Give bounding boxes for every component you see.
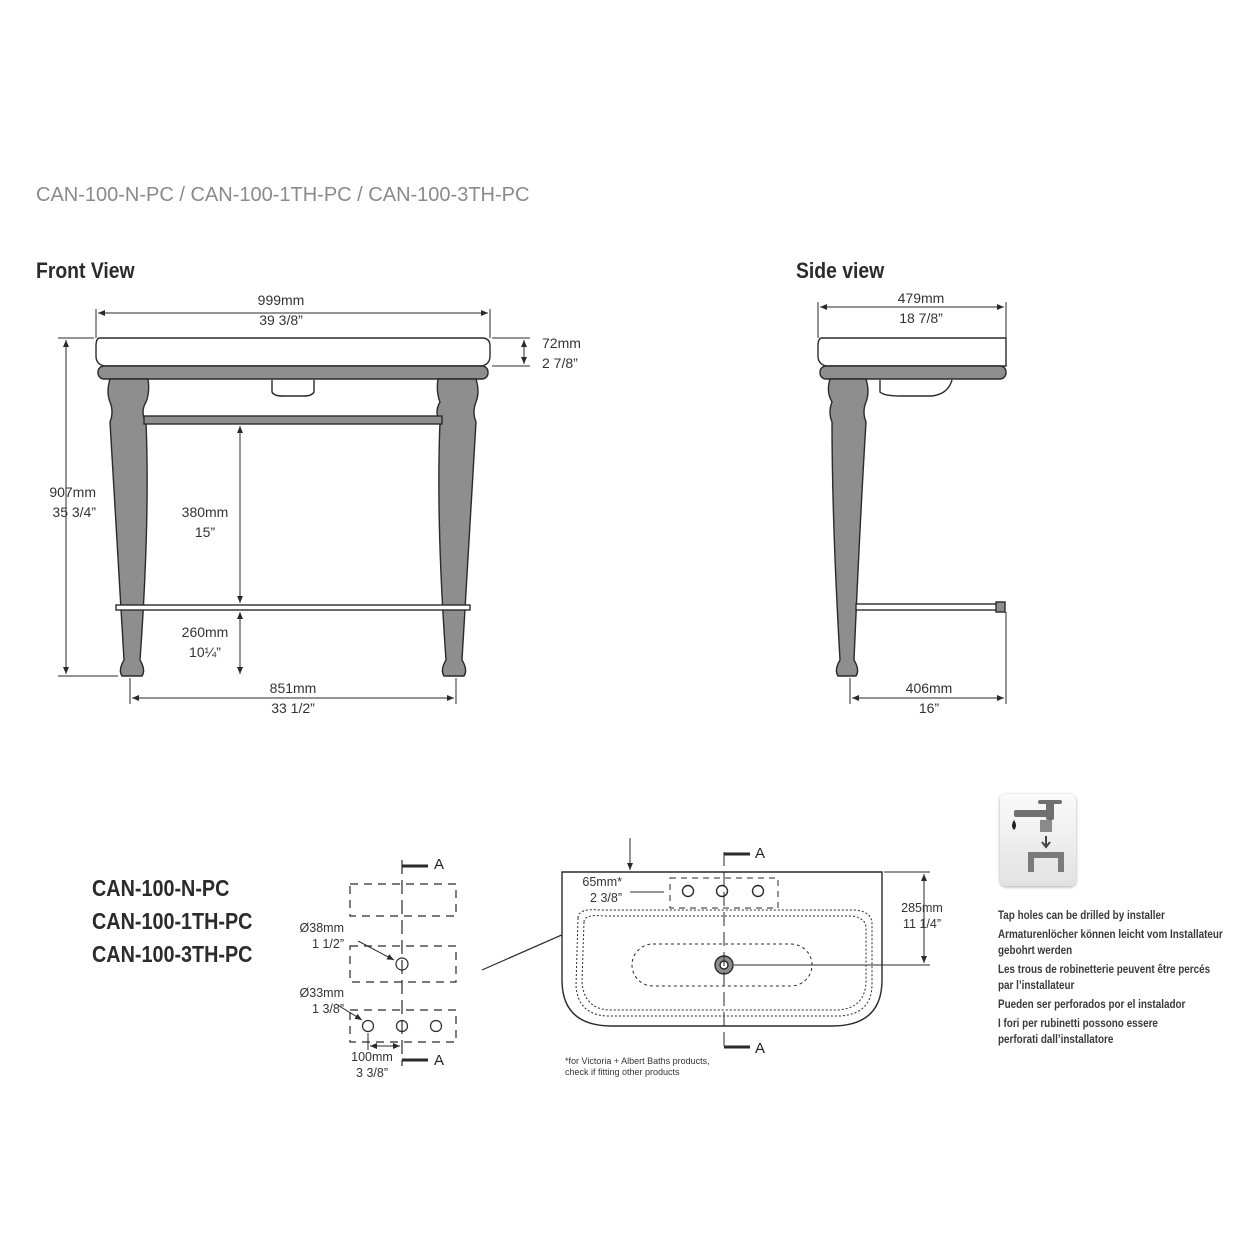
model-3th: CAN-100-3TH-PC <box>92 941 253 967</box>
side-towel-rail <box>856 604 1004 610</box>
front-width-mm: 999mm <box>257 292 305 308</box>
footnote-line-2: check if fitting other products <box>565 1067 680 1077</box>
front-frame-top <box>98 366 488 379</box>
note-fr-1: Les trous de robinetterie peuvent être percés <box>998 964 1211 976</box>
front-view-title: Front View <box>36 258 135 283</box>
front-leg-left <box>108 379 149 676</box>
tap-drill-icon <box>1000 794 1076 886</box>
note-it-1: I fori per rubinetti possono essere <box>998 1018 1158 1030</box>
footnote <box>565 1056 710 1078</box>
hole-3th-in: 1 3/8” <box>312 1002 344 1016</box>
hole-1th-dim <box>280 920 344 952</box>
note-en: Tap holes can be drilled by installer <box>998 910 1165 922</box>
note-it-2: perforati dall’installatore <box>998 1034 1114 1046</box>
foot-depth-in: 16” <box>918 700 940 716</box>
leg-span-mm: 851mm <box>269 680 317 696</box>
front-towel-rail <box>116 605 470 610</box>
option-one-hole <box>350 946 456 982</box>
basin-plan-view <box>562 838 930 1050</box>
section-a-top-right: A <box>755 845 766 862</box>
leg-span-in: 33 1/2” <box>271 700 315 716</box>
foot-depth-mm: 406mm <box>905 680 953 696</box>
section-a-bottom-right: A <box>755 1040 766 1057</box>
model-list <box>92 872 252 971</box>
side-view-title: Side view <box>796 258 885 283</box>
hole-1th-mm: Ø38mm <box>299 921 344 935</box>
front-width-dim <box>236 290 326 330</box>
front-basin <box>96 338 490 366</box>
waste-offset-in: 11 1/4” <box>903 917 941 931</box>
spacing-mm: 100mm <box>351 1050 393 1064</box>
drilling-notes <box>998 908 1223 1051</box>
side-view-drawing <box>818 302 1006 704</box>
document-title: CAN-100-N-PC / CAN-100-1TH-PC / CAN-100-3TH-PC <box>36 184 530 206</box>
front-width-in: 39 3/8” <box>259 312 303 328</box>
model-n: CAN-100-N-PC <box>92 875 230 901</box>
gap-mm: 380mm <box>181 504 229 520</box>
rail-height-dim <box>172 622 238 662</box>
note-de-1: Armaturenlöcher können leicht vom Installateur <box>998 929 1223 941</box>
foot-depth-dim <box>884 678 974 718</box>
tap-hole-left <box>363 1021 374 1032</box>
basin-depth-dim <box>542 333 581 373</box>
spacing-dim <box>340 1049 404 1081</box>
side-depth-mm: 479mm <box>897 290 945 306</box>
side-leg <box>828 379 868 676</box>
waste-offset-dim <box>892 900 952 932</box>
side-depth-dim <box>876 288 966 328</box>
gap-dim <box>172 502 238 542</box>
model-1th: CAN-100-1TH-PC <box>92 908 253 934</box>
rail-height-in: 10¼” <box>189 644 221 660</box>
overall-height-in: 35 3/4” <box>52 504 96 520</box>
leg-span-dim <box>248 678 338 718</box>
option-no-hole <box>350 884 456 916</box>
footnote-line-1: *for Victoria + Albert Baths products, <box>565 1056 710 1066</box>
note-es: Pueden ser perforados por el instalador <box>998 999 1186 1011</box>
front-basin-bowl <box>272 380 314 396</box>
front-view-drawing <box>58 309 530 704</box>
front-upper-stretcher <box>144 416 442 424</box>
side-basin-bowl <box>880 380 952 396</box>
hole-3th-dim <box>280 985 344 1017</box>
side-basin <box>818 338 1006 366</box>
spacing-in: 3 3/8” <box>356 1066 388 1080</box>
section-a-bottom-left: A <box>434 1052 445 1069</box>
side-frame-top <box>820 366 1006 379</box>
tap-offset-dim <box>560 874 622 906</box>
rail-height-mm: 260mm <box>181 624 229 640</box>
note-de-2: gebohrt werden <box>998 945 1073 957</box>
waste-offset-mm: 285mm <box>901 901 943 915</box>
side-depth-in: 18 7/8” <box>899 310 943 326</box>
tap-offset-in: 2 3/8” <box>590 891 622 905</box>
gap-in: 15” <box>194 524 216 540</box>
hole-1th-in: 1 1/2” <box>312 937 344 951</box>
basin-depth-in: 2 7/8” <box>542 355 578 371</box>
front-leg-right <box>437 379 478 676</box>
hole-3th-mm: Ø33mm <box>299 986 344 1000</box>
section-a-top-left: A <box>434 856 445 873</box>
overall-height-dim <box>10 482 96 522</box>
option-three-hole <box>350 1010 456 1042</box>
tap-offset-mm: 65mm* <box>582 875 622 889</box>
note-fr-2: par l’installateur <box>998 980 1075 992</box>
tap-hole-right <box>431 1021 442 1032</box>
overall-height-mm: 907mm <box>49 484 96 500</box>
basin-depth-mm: 72mm <box>542 335 581 351</box>
